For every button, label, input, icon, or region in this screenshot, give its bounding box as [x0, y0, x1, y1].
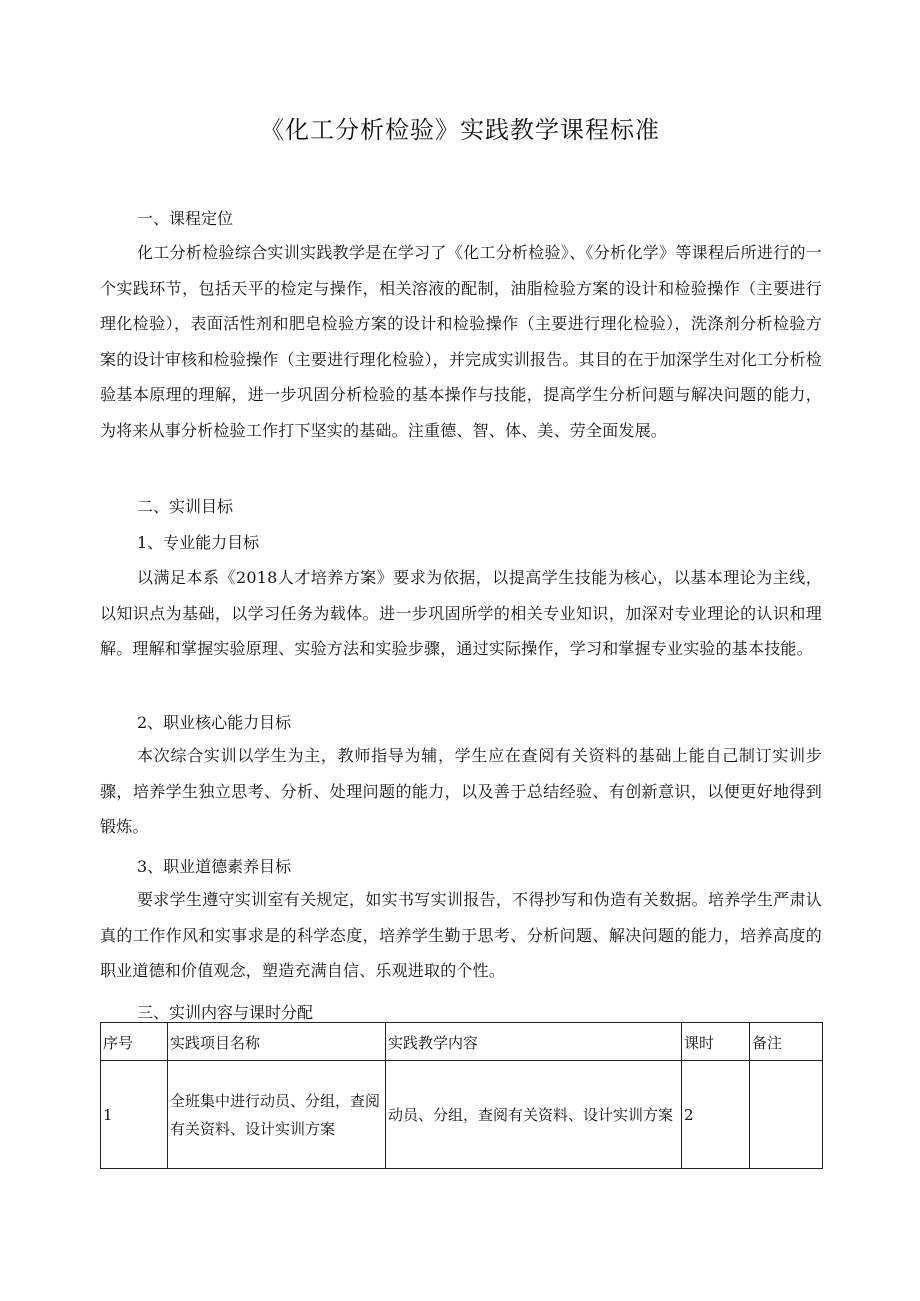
paragraph-core-ability: 本次综合实训以学生为主，教师指导为辅，学生应在查阅有关资料的基础上能自己制订实训步骤，培养学生独立思考、分析、处理问题的能力，以及善于总结经验、有创新意识，以便更好地得到锻炼。 [100, 746, 822, 837]
header-index: 序号 [101, 1023, 168, 1061]
cell-remarks [750, 1061, 823, 1169]
section-heading-course-positioning: 一、课程定位 [137, 209, 234, 228]
subheading-professional-ethics: 3、职业道德素养目标 [137, 857, 292, 876]
header-hours: 课时 [682, 1023, 750, 1061]
paragraph-professional-ethics: 要求学生遵守实训室有关规定，如实书写实训报告，不得抄写和伪造有关数据。培养学生严肃认真的工作作风和实事求是的科学态度，培养学生勤于思考、分析问题、解决问题的能力，培养高度的职业道德和价值观念，塑造充满自信、乐观进取的个性。 [100, 890, 822, 981]
cell-hours: 2 [682, 1061, 750, 1169]
subheading-core-ability: 2、职业核心能力目标 [137, 713, 292, 732]
content-hours-table [100, 1022, 823, 1169]
header-teaching-content: 实践教学内容 [386, 1023, 682, 1061]
page-title: 《化工分析检验》实践教学课程标准 [260, 116, 660, 144]
table-header-row [101, 1023, 823, 1061]
header-project-name: 实践项目名称 [168, 1023, 386, 1061]
table-row [101, 1061, 823, 1169]
paragraph-professional-ability: 以满足本系《2018人才培养方案》要求为依据，以提高学生技能为核心，以基本理论为主线，以知识点为基础，以学习任务为载体。进一步巩固所学的相关专业知识，加深对专业理论的认识和理解。理解和掌握实验原理、实验方法和实验步骤，通过实际操作，学习和掌握专业实验的基本技能。 [100, 568, 822, 659]
section-heading-content-hours: 三、实训内容与课时分配 [137, 1003, 314, 1022]
cell-teaching-content: 动员、分组，查阅有关资料、设计实训方案 [386, 1061, 682, 1169]
subheading-professional-ability: 1、专业能力目标 [137, 533, 260, 552]
cell-project-name: 全班集中进行动员、分组，查阅有关资料、设计实训方案 [168, 1061, 386, 1169]
section-heading-training-goals: 二、实训目标 [137, 497, 234, 516]
paragraph-course-positioning: 化工分析检验综合实训实践教学是在学习了《化工分析检验》、《分析化学》等课程后所进行的一个实践环节，包括天平的检定与操作，相关溶液的配制，油脂检验方案的设计和检验操作（主要进行理化检验），表面活性剂和肥皂检验方案的设计和检验操作（主要进行理化检验），洗涤剂分析检验方案的设计审核和检验操作（主要进行理化检验），并完成实训报告。其目的在于加深学生对化工分析检验基本原理的理解，进一步巩固分析检验的基本操作与技能，提高学生分析问题与解决问题的能力，为将来从事分析检验工作打下坚实的基础。注重德、智、体、美、劳全面发展。 [100, 243, 822, 440]
cell-index: 1 [101, 1061, 168, 1169]
header-remarks: 备注 [750, 1023, 823, 1061]
